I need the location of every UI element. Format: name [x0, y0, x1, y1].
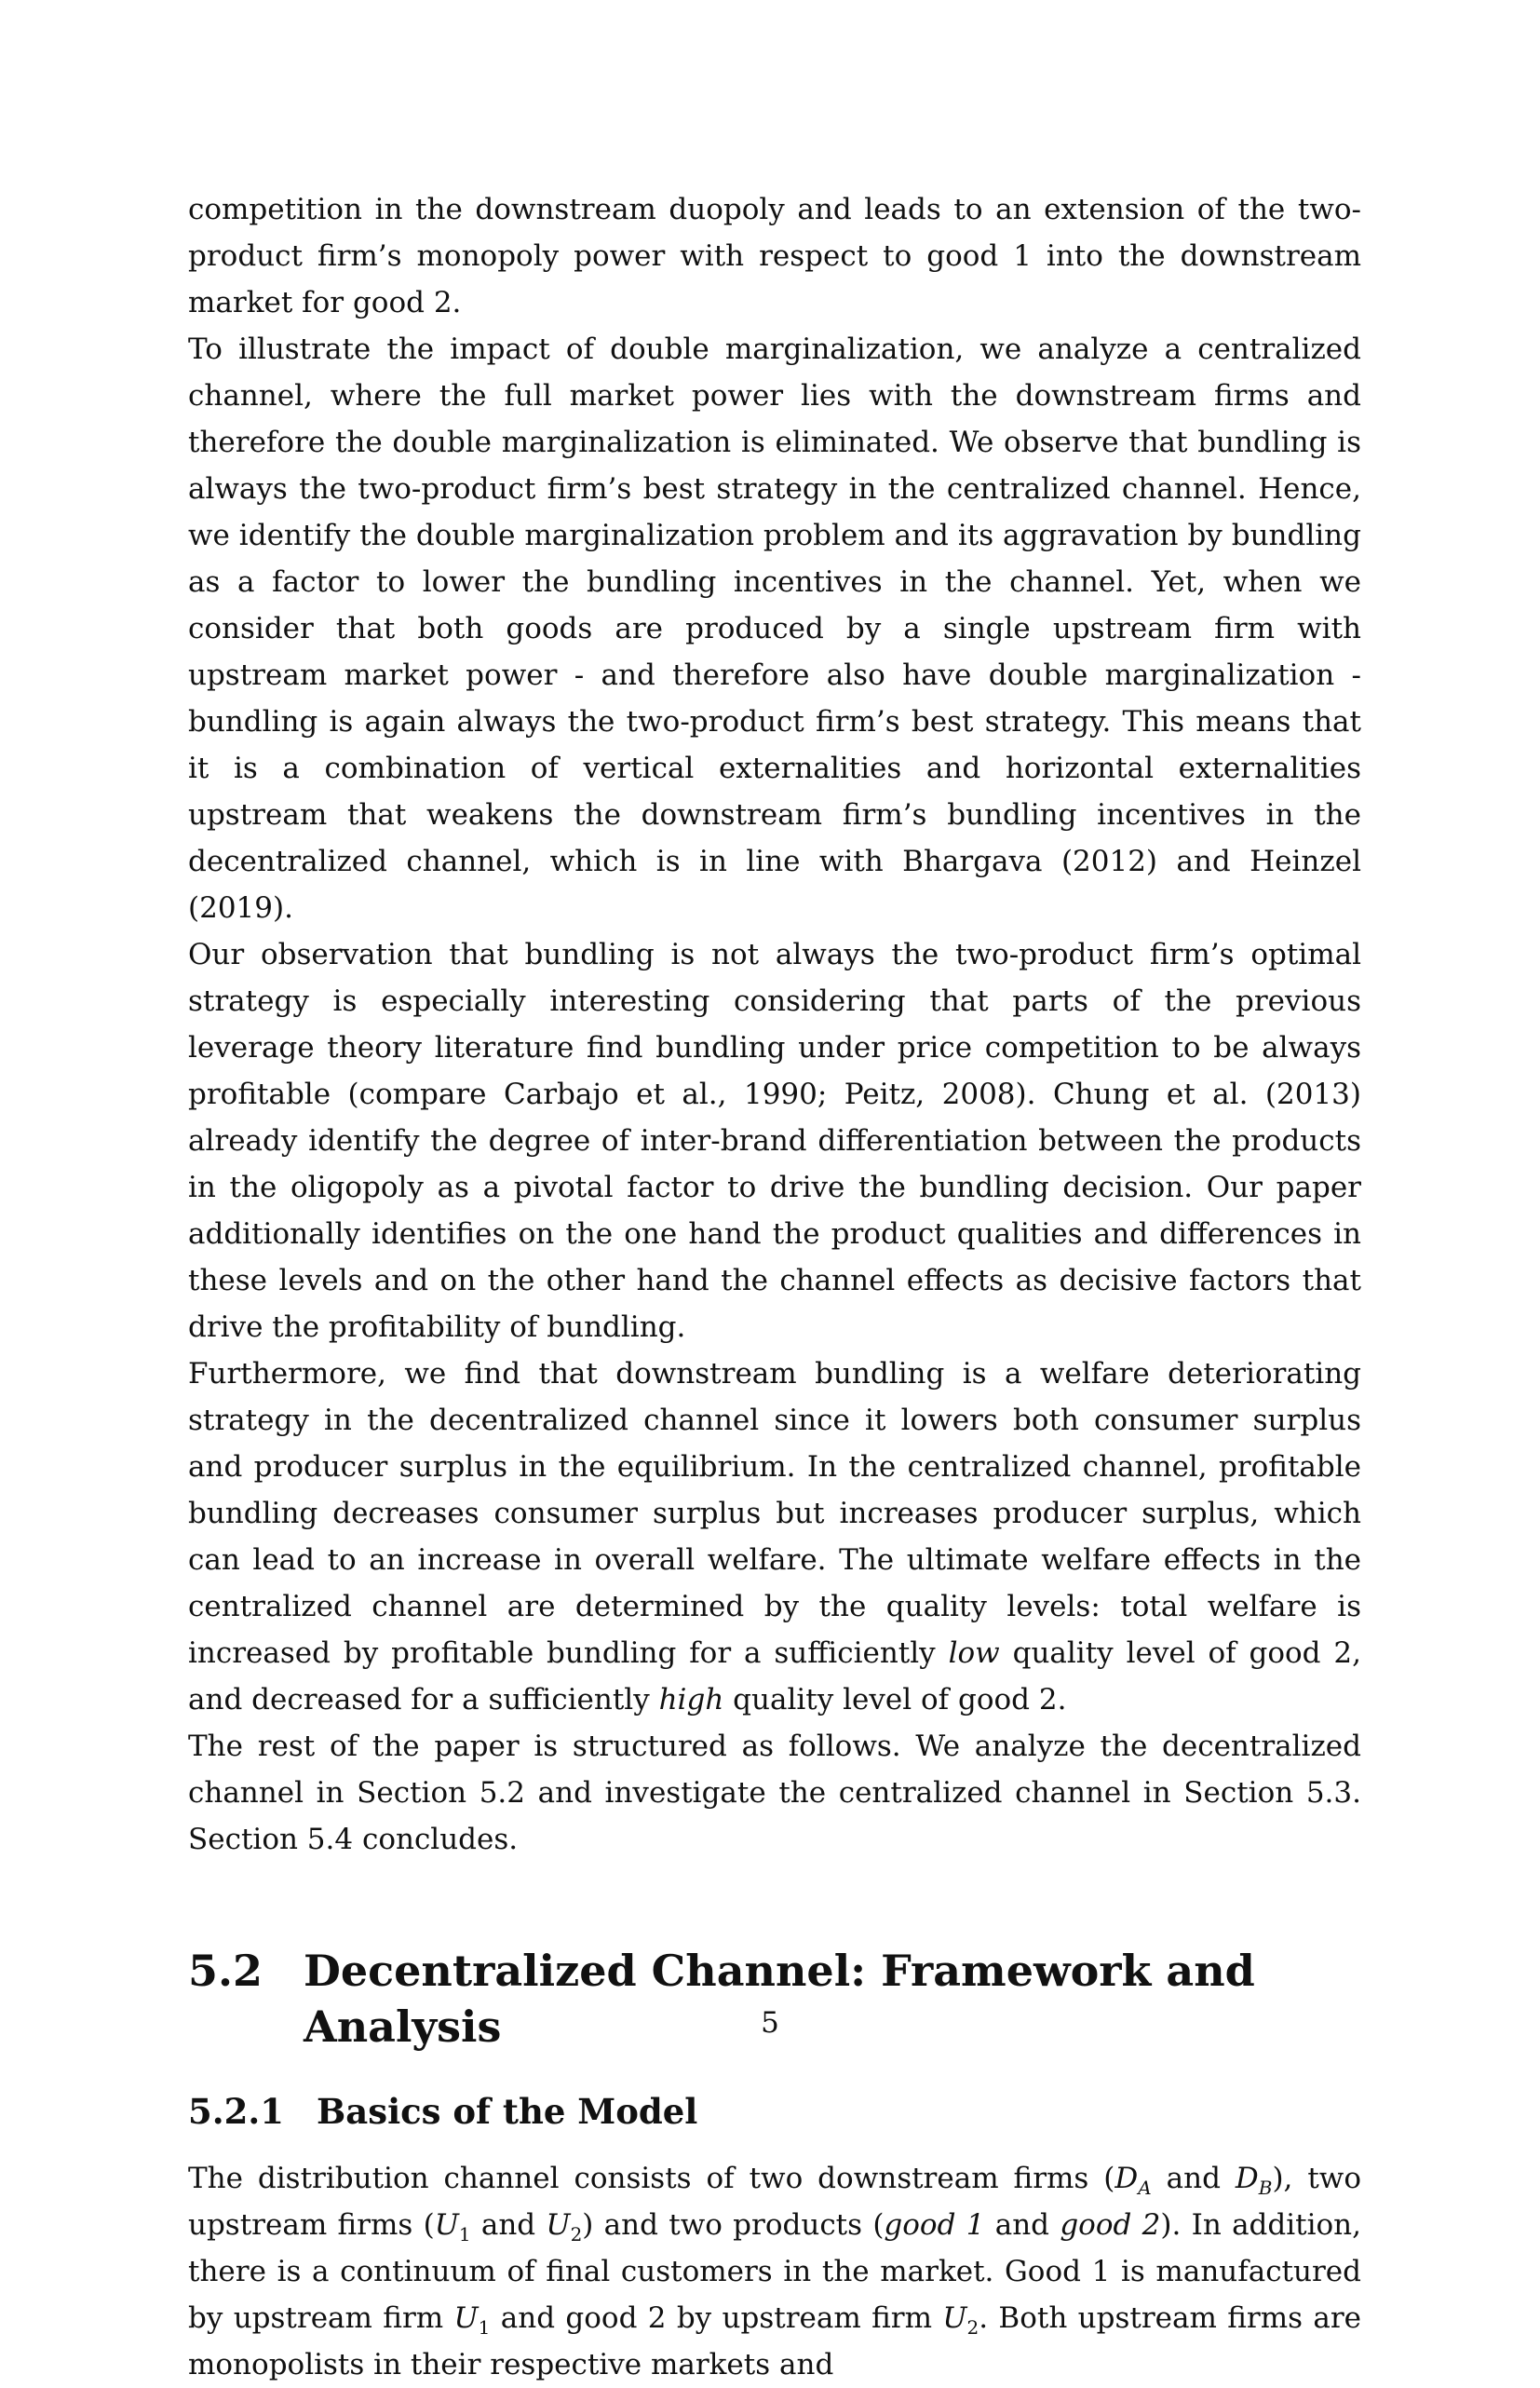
welfare-text-b: quality level of good 2, and decreased for a sufficiently: [188, 1636, 1361, 1716]
subsection-heading: [188, 2088, 1361, 2135]
paragraph-intro-end: competition in the downstream duopoly and leads to an extension of the two-product firm’s monopoly power with respect to good 1 into the downstream market for good 2.: [188, 193, 1361, 319]
paragraph-double-marginalization: To illustrate the impact of double marginalization, we analyze a centralized channel, where the full market power lies with the downstream firms and therefore the double marginalization is eliminated. We observe that bundling is always the two-product firm’s best strategy in the centralized channel. Hence, we identify the double marginalization problem and its aggravation by bundling as a factor to lower the bundling incentives in the channel. Yet, when we consider that both goods are produced by a single upstream firm with upstream market power - and therefore also have double marginalization - bundling is again always the two-product firm’s best strategy. This means that it is a combination of vertical externalities and horizontal externalities upstream that weakens the downstream firm’s bundling incentives in the decentralized channel, which is in line with Bhargava (2012) and Heinzel (2019).: [188, 332, 1361, 925]
emphasis-good-1: good 1: [884, 2208, 985, 2242]
emphasis-low: low: [948, 1636, 1000, 1670]
math-U1-second-sub: 1: [478, 2316, 491, 2340]
math-U1-sub: 1: [458, 2223, 471, 2246]
paragraph-structure: The rest of the paper is structured as follows. We analyze the decentralized channel in Section 5.2 and investigate the centralized channel in Section 5.3. Section 5.4 concludes.: [188, 1730, 1361, 1856]
section-title: Decentralized Channel: Framework and Analysis: [304, 1946, 1255, 2052]
model-text-5: ) and two products (: [582, 2208, 885, 2242]
paragraph-observation: Our observation that bundling is not always the two-product firm’s optimal strategy is especially interesting considering that parts of the previous leverage theory literature find bundling under price competition to be always profitable (compare Carbajo et al., 1990; Peitz, 2008). Chung et al. (2013) already identify the degree of inter-brand differentiation between the products in the oligopoly as a pivotal factor to drive the bundling decision. Our paper additionally identifies on the one hand the product qualities and differences in these levels and on the other hand the channel effects as decisive factors that drive the profitability of bundling.: [188, 938, 1361, 1344]
paragraph-model-basics: [188, 2155, 1361, 2388]
math-U2-base: U: [546, 2208, 571, 2242]
subsection-title: Basics of the Model: [317, 2091, 698, 2132]
math-U1: [434, 2208, 471, 2246]
page-body: [188, 186, 1361, 2388]
page-number: 5: [761, 2006, 779, 2040]
model-text-4: and: [480, 2208, 536, 2242]
model-text-1: The distribution channel consists of two downstream firms (: [188, 2162, 1115, 2195]
math-U2: [546, 2208, 583, 2246]
math-DB: [1235, 2162, 1273, 2200]
paragraph-welfare: [188, 1350, 1361, 1723]
section-number: 5.2: [188, 1946, 263, 1996]
math-U1-base: U: [434, 2208, 459, 2242]
math-DB-base: D: [1235, 2162, 1259, 2195]
math-DA-base: D: [1114, 2162, 1139, 2195]
math-DB-sub: B: [1258, 2177, 1273, 2200]
model-text-3: ), two upstream firms (: [188, 2162, 1361, 2242]
math-DA: [1114, 2162, 1152, 2200]
math-U1-second-base: U: [453, 2301, 479, 2335]
math-U2-second-sub: 2: [966, 2316, 979, 2340]
model-text-6: and: [994, 2208, 1050, 2242]
math-U1-second: [453, 2301, 491, 2340]
emphasis-good-2: good 2: [1060, 2208, 1161, 2242]
emphasis-high: high: [658, 1683, 724, 1716]
math-U2-sub: 2: [570, 2223, 583, 2246]
math-DA-sub: A: [1138, 2177, 1152, 2200]
welfare-text-a: Furthermore, we find that downstream bundling is a welfare deteriorating strategy in the decentralized channel since it lowers both consumer surplus and producer surplus in the equilibrium. In the centralized channel, profitable bundling decreases consumer surplus but increases producer surplus, which can lead to an increase in overall welfare. The ultimate welfare effects in the centralized channel are determined by the quality levels: total welfare is increased by profitable bundling for a sufficiently: [188, 1357, 1361, 1670]
model-text-8: and good 2 by upstream firm: [500, 2301, 932, 2335]
model-text-7: ). In addition, there is a continuum of final customers in the market. Good 1 is manufactured by upstream firm: [188, 2208, 1362, 2335]
math-U2-second-base: U: [942, 2301, 967, 2335]
welfare-text-c: quality level of good 2.: [733, 1683, 1067, 1716]
model-text-2: and: [1166, 2162, 1221, 2195]
subsection-number: 5.2.1: [188, 2091, 284, 2132]
math-U2-second: [942, 2301, 979, 2340]
model-text-9: . Both upstream firms are monopolists in their respective markets and: [188, 2301, 1362, 2381]
